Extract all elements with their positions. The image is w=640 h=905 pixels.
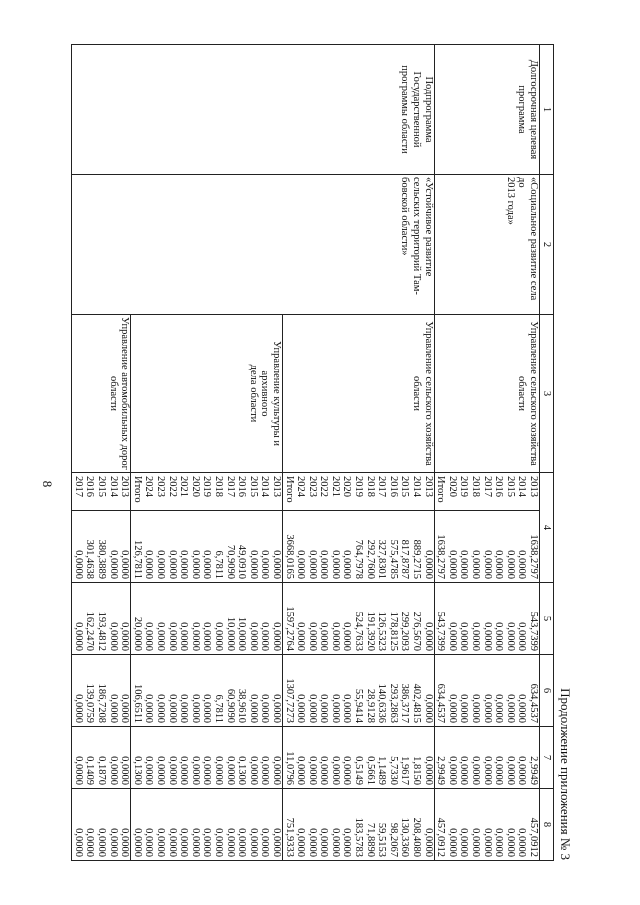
year-cell: 2022 [318, 473, 330, 511]
value-cell: 457,0912 [434, 789, 446, 861]
value-cell: 0,0000 [178, 655, 190, 727]
value-cell: 0,0000 [119, 727, 131, 789]
value-cell: 0,0000 [270, 655, 282, 727]
value-cell: 0,0000 [422, 789, 434, 861]
value-cell: 193,4812 [95, 583, 107, 655]
value-cell: 0,0000 [154, 655, 166, 727]
value-cell: 0,0000 [259, 789, 271, 861]
value-cell: 0,0000 [341, 789, 353, 861]
value-cell: 0,0000 [469, 727, 481, 789]
value-cell: 0,0000 [224, 727, 236, 789]
value-cell: 0,0000 [72, 789, 84, 861]
value-cell: 0,1409 [84, 727, 96, 789]
year-cell: 2013 [270, 473, 282, 511]
value-cell: 0,0000 [236, 789, 248, 861]
value-cell: 386,3717 [399, 655, 411, 727]
col-header-8: 8 [540, 789, 554, 861]
value-cell: 0,0000 [84, 789, 96, 861]
value-cell: 817,8787 [399, 511, 411, 583]
value-cell: 1597,2764 [282, 583, 294, 655]
year-cell: 2020 [189, 473, 201, 511]
value-cell: 543,7399 [434, 583, 446, 655]
value-cell: 186,7208 [95, 655, 107, 727]
table-row [527, 45, 539, 861]
value-cell: 0,0000 [341, 655, 353, 727]
value-cell: 0,5149 [353, 727, 365, 789]
value-cell: 0,0000 [481, 655, 493, 727]
value-cell: 0,0000 [107, 655, 119, 727]
year-cell: 2017 [481, 473, 493, 511]
value-cell: 0,0000 [131, 789, 143, 861]
value-cell: 0,0000 [178, 511, 190, 583]
value-cell: 5,7330 [387, 727, 399, 789]
value-cell: 38,9610 [236, 655, 248, 727]
value-cell: 0,0000 [318, 655, 330, 727]
year-cell: 2017 [72, 473, 84, 511]
value-cell: 634,4537 [527, 655, 539, 727]
value-cell: 0,0000 [516, 789, 528, 861]
value-cell: 0,0000 [469, 583, 481, 655]
value-cell: 0,0000 [72, 655, 84, 727]
value-cell: 0,0000 [154, 511, 166, 583]
program-type-cell: Подпрограмма Государственной программы области [72, 45, 434, 175]
value-cell: 0,0000 [329, 655, 341, 727]
value-cell: 0,0000 [224, 789, 236, 861]
value-cell: 1,8150 [410, 727, 422, 789]
value-cell: 380,3889 [95, 511, 107, 583]
value-cell: 0,0000 [247, 789, 259, 861]
value-cell: 0,0000 [166, 511, 178, 583]
value-cell: 0,0000 [318, 789, 330, 861]
table-body [72, 45, 540, 861]
year-cell: 2023 [154, 473, 166, 511]
value-cell: 0,0000 [259, 583, 271, 655]
value-cell: 0,0000 [107, 511, 119, 583]
value-cell: 3668,0165 [282, 511, 294, 583]
value-cell: 0,0000 [189, 789, 201, 861]
value-cell: 1,9617 [399, 727, 411, 789]
value-cell: 0,0000 [306, 789, 318, 861]
value-cell: 0,0000 [178, 789, 190, 861]
value-cell: 126,7811 [131, 511, 143, 583]
executor-cell: Управление автомобильных дорог области [72, 315, 131, 473]
value-cell: 0,0000 [270, 511, 282, 583]
year-cell: 2015 [399, 473, 411, 511]
value-cell: 0,0000 [259, 511, 271, 583]
col-header-1: 1 [540, 45, 554, 175]
value-cell: 0,0000 [189, 583, 201, 655]
value-cell: 0,0000 [481, 511, 493, 583]
year-cell: 2015 [247, 473, 259, 511]
year-cell: 2014 [410, 473, 422, 511]
value-cell: 0,0000 [306, 655, 318, 727]
value-cell: 0,0000 [422, 727, 434, 789]
value-cell: 0,0000 [458, 789, 470, 861]
value-cell: 0,0000 [504, 655, 516, 727]
value-cell: 0,0000 [504, 789, 516, 861]
rotated-sheet [36, 44, 576, 860]
value-cell: 0,0000 [270, 727, 282, 789]
value-cell: 140,6336 [376, 655, 388, 727]
value-cell: 6,7811 [212, 511, 224, 583]
value-cell: 0,0000 [95, 789, 107, 861]
year-cell: Итого [434, 473, 446, 511]
year-cell: 2015 [95, 473, 107, 511]
value-cell: 0,0000 [341, 511, 353, 583]
value-cell: 0,0000 [516, 511, 528, 583]
value-cell: 0,0000 [295, 511, 307, 583]
value-cell: 0,0000 [516, 655, 528, 727]
value-cell: 126,5323 [376, 583, 388, 655]
value-cell: 0,0000 [119, 789, 131, 861]
value-cell: 0,0000 [422, 655, 434, 727]
value-cell: 0,0000 [154, 727, 166, 789]
value-cell: 0,0000 [341, 727, 353, 789]
value-cell: 106,6511 [131, 655, 143, 727]
value-cell: 162,2470 [84, 583, 96, 655]
value-cell: 402,4815 [410, 655, 422, 727]
value-cell: 0,0000 [481, 583, 493, 655]
program-name-cell: «Устойчивое развитие сельских территорий Там- бовской области» [72, 175, 434, 315]
value-cell: 11,0796 [282, 727, 294, 789]
value-cell: 2,9949 [527, 727, 539, 789]
value-cell: 301,4638 [84, 511, 96, 583]
value-cell: 0,0000 [469, 655, 481, 727]
appendix-title: Продолжение приложения № 3 [558, 688, 573, 860]
year-cell: 2016 [493, 473, 505, 511]
year-cell: 2024 [295, 473, 307, 511]
value-cell: 292,7600 [364, 511, 376, 583]
value-cell: 327,8301 [376, 511, 388, 583]
col-header-4: 4 [540, 473, 554, 583]
value-cell: 0,0000 [422, 583, 434, 655]
value-cell: 0,0000 [189, 655, 201, 727]
value-cell: 0,0000 [329, 727, 341, 789]
executor-cell: Управление сельского хозяйства области [434, 315, 539, 473]
year-cell: 2018 [469, 473, 481, 511]
value-cell: 0,0000 [422, 511, 434, 583]
value-cell: 98,2067 [387, 789, 399, 861]
value-cell: 0,0000 [107, 727, 119, 789]
value-cell: 6,7811 [212, 655, 224, 727]
value-cell: 0,0000 [119, 655, 131, 727]
value-cell: 0,0000 [259, 655, 271, 727]
value-cell: 0,0000 [270, 583, 282, 655]
value-cell: 10,0000 [236, 583, 248, 655]
value-cell: 0,0000 [212, 789, 224, 861]
value-cell: 0,5661 [364, 727, 376, 789]
value-cell: 0,0000 [318, 511, 330, 583]
value-cell: 0,0000 [119, 511, 131, 583]
year-cell: 2016 [236, 473, 248, 511]
value-cell: 0,0000 [212, 727, 224, 789]
value-cell: 0,0000 [166, 727, 178, 789]
value-cell: 183,5783 [353, 789, 365, 861]
value-cell: 0,0000 [189, 727, 201, 789]
value-cell: 20,0000 [131, 583, 143, 655]
value-cell: 764,7978 [353, 511, 365, 583]
value-cell: 208,4080 [410, 789, 422, 861]
value-cell: 0,0000 [306, 511, 318, 583]
value-cell: 0,0000 [189, 511, 201, 583]
value-cell: 751,9333 [282, 789, 294, 861]
value-cell: 634,4537 [434, 655, 446, 727]
value-cell: 0,0000 [247, 583, 259, 655]
value-cell: 0,0000 [72, 727, 84, 789]
value-cell: 130,3360 [399, 789, 411, 861]
value-cell: 0,0000 [504, 511, 516, 583]
value-cell: 0,0000 [143, 655, 155, 727]
year-cell: 2014 [516, 473, 528, 511]
year-cell: 2017 [376, 473, 388, 511]
value-cell: 293,2863 [387, 655, 399, 727]
value-cell: 0,0000 [72, 511, 84, 583]
value-cell: 0,0000 [446, 789, 458, 861]
value-cell: 0,0000 [493, 789, 505, 861]
year-cell: 2014 [259, 473, 271, 511]
value-cell: 0,0000 [143, 789, 155, 861]
value-cell: 0,0000 [166, 655, 178, 727]
value-cell: 0,0000 [481, 789, 493, 861]
value-cell: 0,0000 [143, 727, 155, 789]
year-cell: 2015 [504, 473, 516, 511]
value-cell: 0,0000 [493, 511, 505, 583]
executor-cell: Управление сельского хозяйства области [282, 315, 434, 473]
value-cell: 0,0000 [201, 583, 213, 655]
value-cell: 0,0000 [446, 727, 458, 789]
year-cell: 2020 [341, 473, 353, 511]
program-type-cell: Долгосрочная целевая программа [434, 45, 539, 175]
value-cell: 0,0000 [458, 583, 470, 655]
value-cell: 0,0000 [504, 583, 516, 655]
value-cell: 0,0000 [329, 583, 341, 655]
value-cell: 276,5670 [410, 583, 422, 655]
header-row [540, 45, 554, 861]
value-cell: 0,0000 [318, 583, 330, 655]
col-header-3: 3 [540, 315, 554, 473]
value-cell: 0,0000 [166, 583, 178, 655]
value-cell: 70,9090 [224, 511, 236, 583]
value-cell: 0,0000 [295, 655, 307, 727]
value-cell: 0,0000 [516, 727, 528, 789]
value-cell: 0,0000 [154, 583, 166, 655]
year-cell: 2014 [107, 473, 119, 511]
value-cell: 0,1300 [236, 727, 248, 789]
value-cell: 0,0000 [119, 583, 131, 655]
value-cell: 0,0000 [469, 511, 481, 583]
value-cell: 191,3920 [364, 583, 376, 655]
value-cell: 0,0000 [318, 727, 330, 789]
value-cell: 0,0000 [504, 727, 516, 789]
year-cell: 2013 [119, 473, 131, 511]
value-cell: 60,9090 [224, 655, 236, 727]
year-cell: Итого [131, 473, 143, 511]
year-cell: 2018 [212, 473, 224, 511]
year-cell: 2019 [353, 473, 365, 511]
value-cell: 299,2093 [399, 583, 411, 655]
value-cell: 0,0000 [178, 727, 190, 789]
value-cell: 0,0000 [306, 583, 318, 655]
year-cell: 2013 [422, 473, 434, 511]
value-cell: 0,0000 [306, 727, 318, 789]
value-cell: 889,2715 [410, 511, 422, 583]
year-cell: 2016 [387, 473, 399, 511]
value-cell: 0,1870 [95, 727, 107, 789]
value-cell: 0,0000 [259, 727, 271, 789]
col-header-5: 5 [540, 583, 554, 655]
value-cell: 0,0000 [295, 727, 307, 789]
executor-cell: Управление культуры и архивного дела области [131, 315, 283, 473]
year-cell: 2023 [306, 473, 318, 511]
value-cell: 0,0000 [329, 511, 341, 583]
value-cell: 0,0000 [295, 789, 307, 861]
value-cell: 0,0000 [493, 655, 505, 727]
value-cell: 575,4785 [387, 511, 399, 583]
value-cell: 0,0000 [201, 789, 213, 861]
value-cell: 0,0000 [72, 583, 84, 655]
value-cell: 0,0000 [329, 789, 341, 861]
value-cell: 0,0000 [107, 789, 119, 861]
value-cell: 10,0000 [224, 583, 236, 655]
year-cell: 2016 [84, 473, 96, 511]
value-cell: 139,0759 [84, 655, 96, 727]
col-header-2: 2 [540, 175, 554, 315]
value-cell: 0,0000 [295, 583, 307, 655]
value-cell: 0,0000 [154, 789, 166, 861]
value-cell: 55,9414 [353, 655, 365, 727]
value-cell: 2,9949 [434, 727, 446, 789]
value-cell: 543,7399 [527, 583, 539, 655]
value-cell: 0,0000 [201, 511, 213, 583]
value-cell: 0,0000 [247, 655, 259, 727]
page-number: 8 [40, 480, 55, 488]
year-cell: 2018 [364, 473, 376, 511]
value-cell: 0,0000 [458, 511, 470, 583]
value-cell: 0,0000 [446, 655, 458, 727]
year-cell: 2019 [458, 473, 470, 511]
year-cell: 2024 [143, 473, 155, 511]
value-cell: 0,0000 [469, 789, 481, 861]
value-cell: 0,0000 [270, 789, 282, 861]
value-cell: 0,0000 [143, 511, 155, 583]
value-cell: 0,0000 [493, 727, 505, 789]
year-cell: 2020 [446, 473, 458, 511]
col-header-6: 6 [540, 655, 554, 727]
value-cell: 0,0000 [481, 727, 493, 789]
value-cell: 0,0000 [493, 583, 505, 655]
year-cell: 2019 [201, 473, 213, 511]
value-cell: 0,0000 [247, 727, 259, 789]
value-cell: 0,1300 [131, 727, 143, 789]
program-name-cell: «Социальное развитие села до 2013 года» [434, 175, 539, 315]
value-cell: 457,0912 [527, 789, 539, 861]
value-cell: 524,7633 [353, 583, 365, 655]
value-cell: 0,0000 [143, 583, 155, 655]
year-cell: Итого [282, 473, 294, 511]
value-cell: 59,5153 [376, 789, 388, 861]
value-cell: 0,0000 [446, 583, 458, 655]
value-cell: 178,8125 [387, 583, 399, 655]
value-cell: 0,0000 [446, 511, 458, 583]
value-cell: 0,0000 [166, 789, 178, 861]
year-cell: 2021 [178, 473, 190, 511]
value-cell: 1307,7273 [282, 655, 294, 727]
value-cell: 1638,2797 [527, 511, 539, 583]
value-cell: 0,0000 [178, 583, 190, 655]
value-cell: 71,8890 [364, 789, 376, 861]
value-cell: 0,0000 [458, 727, 470, 789]
value-cell: 1638,2797 [434, 511, 446, 583]
value-cell: 0,0000 [212, 583, 224, 655]
year-cell: 2013 [527, 473, 539, 511]
col-header-7: 7 [540, 727, 554, 789]
value-cell: 0,0000 [201, 655, 213, 727]
budget-table [71, 44, 554, 861]
year-cell: 2017 [224, 473, 236, 511]
value-cell: 0,0000 [341, 583, 353, 655]
value-cell: 0,0000 [458, 655, 470, 727]
year-cell: 2021 [329, 473, 341, 511]
value-cell: 0,0000 [247, 511, 259, 583]
value-cell: 0,0000 [516, 583, 528, 655]
year-cell: 2022 [166, 473, 178, 511]
value-cell: 1,1489 [376, 727, 388, 789]
value-cell: 28,9128 [364, 655, 376, 727]
value-cell: 0,0000 [201, 727, 213, 789]
value-cell: 0,0000 [107, 583, 119, 655]
value-cell: 49,0910 [236, 511, 248, 583]
table-row [422, 45, 434, 861]
